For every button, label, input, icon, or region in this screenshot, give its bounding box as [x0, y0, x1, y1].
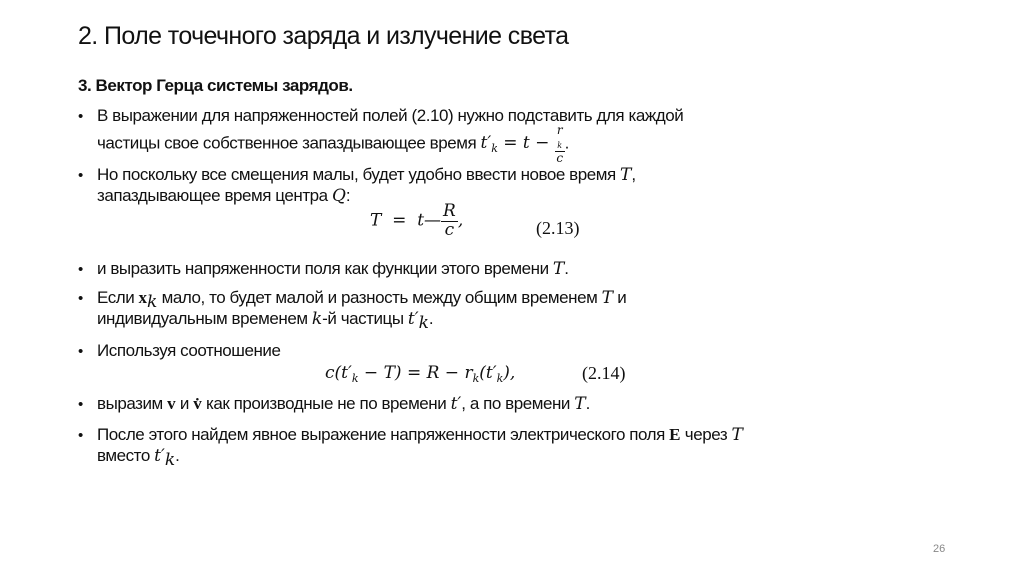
slide-title: 2. Поле точечного заряда и излучение света [78, 22, 569, 50]
bullet-4-line-1: Если $x_k$ мало, то будет малой и разность между общим временем T и [97, 288, 627, 312]
section-heading: 3. Вектор Герца системы зарядов. [78, 76, 353, 95]
bullet-icon: • [78, 396, 84, 413]
bullet-icon: • [78, 290, 84, 307]
bullet-icon: • [78, 167, 84, 184]
bullet-icon: • [78, 108, 84, 125]
bullet-icon: • [78, 427, 84, 444]
page-number: 26 [933, 543, 946, 555]
bullet-1-line-2: частицы свое собственное запаздывающее время $t'_k = t$ − r $_k$ c . [97, 123, 569, 165]
equation-2-14: $c(t'_k - T) = R - r_k(t'_k)$, [325, 363, 516, 385]
text: частицы свое собственное запаздывающее время [97, 133, 477, 153]
bullet-2-line-1: Но поскольку все смещения малы, будет удобно ввести новое время T, [97, 165, 636, 185]
equation-2-13: T = t— $\frac{R}{c}$ , [370, 201, 464, 240]
bullet-5: Используя соотношение [97, 341, 281, 360]
bullet-3: и выразить напряженности поля как функции этого времени T. [97, 259, 569, 279]
equation-number-2-13: (2.13) [536, 218, 580, 238]
bullet-2-line-2: запаздывающее время центра Q: [97, 186, 351, 206]
bullet-icon: • [78, 261, 84, 278]
bullet-6: выразим v и v̇ как производные не по времени t′, а по времени T. [97, 394, 590, 414]
bullet-7-line-1: После этого найдем явное выражение напряженности электрического поля E через T [97, 425, 743, 445]
equation-number-2-14: (2.14) [582, 363, 626, 383]
bullet-1-line-1: В выражении для напряженностей полей (2.10) нужно подставить для каждой [97, 106, 684, 125]
bullet-icon: • [78, 343, 84, 360]
math-t-prime: $t'_k = t$ − [480, 133, 555, 156]
fraction: r $_k$ c [556, 123, 564, 165]
bullet-4-line-2: индивидуальным временем k-й частицы $t'_k$. [97, 309, 434, 333]
bullet-7-line-2: вместо $t'_k$. [97, 446, 180, 470]
